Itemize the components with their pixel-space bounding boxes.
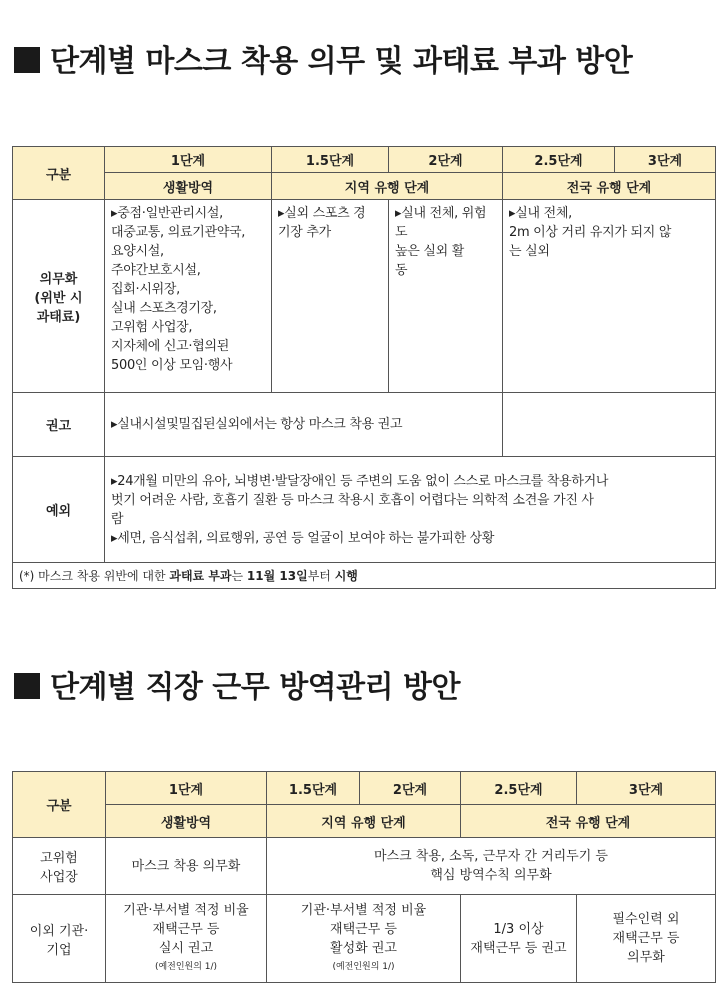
fine-note-mid1: 는	[231, 569, 247, 583]
other-stage1-cell	[106, 895, 267, 983]
stage-2-5-header: 2.5단계	[503, 147, 615, 173]
stage-2-header: 2단계	[389, 147, 503, 173]
recommend-cell: ▸실내시설및밀집된실외에서는 항상 마스크 착용 권고	[105, 393, 503, 457]
other-stage15-cell	[267, 895, 461, 983]
stage-1-5-header: 1.5단계	[267, 772, 360, 805]
section1-title: 단계별 마스크 착용 의무 및 과태료 부과 방안	[50, 44, 633, 79]
group-national-header: 전국 유행 단계	[503, 173, 716, 200]
fine-note-mid2: 부터	[307, 569, 335, 583]
mandatory-stage2-cell: ▸실내 전체, 위험 도 높은 실외 활 동	[389, 200, 503, 393]
other-stage15-small: (예전인원의 1/)	[332, 961, 395, 972]
other-stage25-cell: 1/3 이상 재택근무 등 권고	[461, 895, 577, 983]
highrisk-rest-cell: 마스크 착용, 소독, 근무자 간 거리두기 등 핵심 방역수칙 의무화	[267, 838, 716, 895]
fine-note	[13, 563, 716, 589]
group-living-header: 생활방역	[105, 173, 272, 200]
mandatory-stage25-cell: ▸실내 전체, 2m 이상 거리 유지가 되지 않 는 실외	[503, 200, 716, 393]
other-label: 이외 기관· 기업	[13, 895, 106, 983]
mandatory-label: 의무화 (위반 시 과태료)	[13, 200, 105, 393]
fine-note-bold2: 11월 13일	[246, 569, 308, 583]
other-stage1-text: 기관·부서별 적정 비율 재택근무 등 실시 권고	[123, 902, 249, 956]
fine-note-prefix: (*) 마스크 착용 위반에 대한	[19, 569, 170, 583]
group-local-header: 지역 유행 단계	[272, 173, 503, 200]
mandatory-stage15-cell: ▸실외 스포츠 경 기장 추가	[272, 200, 389, 393]
fine-note-bold1: 과태료 부과	[169, 569, 232, 583]
group-national-header: 전국 유행 단계	[461, 805, 716, 838]
section1-heading	[14, 36, 632, 80]
mandatory-stage1-cell: ▸중점·일반관리시설, 대중교통, 의료기관약국, 요양시설, 주야간보호시설, 집회·시위장, 실내 스포츠경기장, 고위험 사업장, 지자체에 신고·협의된 500인 이상 모임·행사	[105, 200, 272, 393]
stage-1-header: 1단계	[105, 147, 272, 173]
square-bullet-icon	[14, 673, 40, 699]
stage-1-5-header: 1.5단계	[272, 147, 389, 173]
recommend-empty-cell	[503, 393, 716, 457]
recommend-label: 권고	[13, 393, 105, 457]
other-stage3-cell: 필수인력 외 재택근무 등 의무화	[577, 895, 716, 983]
stage-3-header: 3단계	[615, 147, 716, 173]
stage-1-header: 1단계	[106, 772, 267, 805]
stage-3-header: 3단계	[577, 772, 716, 805]
gubun-header: 구분	[13, 147, 105, 200]
workplace-table	[12, 771, 716, 983]
section2-heading	[14, 662, 460, 706]
group-local-header: 지역 유행 단계	[267, 805, 461, 838]
other-stage15-text: 기관·부서별 적정 비율 재택근무 등 활성화 권고	[300, 902, 427, 956]
highrisk-label: 고위험 사업장	[13, 838, 106, 895]
mask-mandate-table	[12, 146, 716, 589]
fine-note-bold3: 시행	[334, 569, 358, 583]
highrisk-stage1-cell: 마스크 착용 의무화	[106, 838, 267, 895]
stage-2-header: 2단계	[360, 772, 461, 805]
section2-title: 단계별 직장 근무 방역관리 방안	[50, 670, 461, 705]
gubun-header: 구분	[13, 772, 106, 838]
group-living-header: 생활방역	[106, 805, 267, 838]
other-stage1-small: (예전인원의 1/)	[154, 961, 218, 972]
exception-cell: ▸24개월 미만의 유아, 뇌병변·발달장애인 등 주변의 도움 없이 스스로 마스크를 착용하거나 벗기 어려운 사람, 호흡기 질환 등 마스크 착용시 호흡이 어렵다는 의학적 소견을 가진 사 람 ▸세면, 음식섭취, 의료행위, 공연 등 얼굴이 보여야 하는 불가피한 상황	[105, 457, 716, 563]
square-bullet-icon	[14, 47, 40, 73]
exception-label: 예외	[13, 457, 105, 563]
stage-2-5-header: 2.5단계	[461, 772, 577, 805]
